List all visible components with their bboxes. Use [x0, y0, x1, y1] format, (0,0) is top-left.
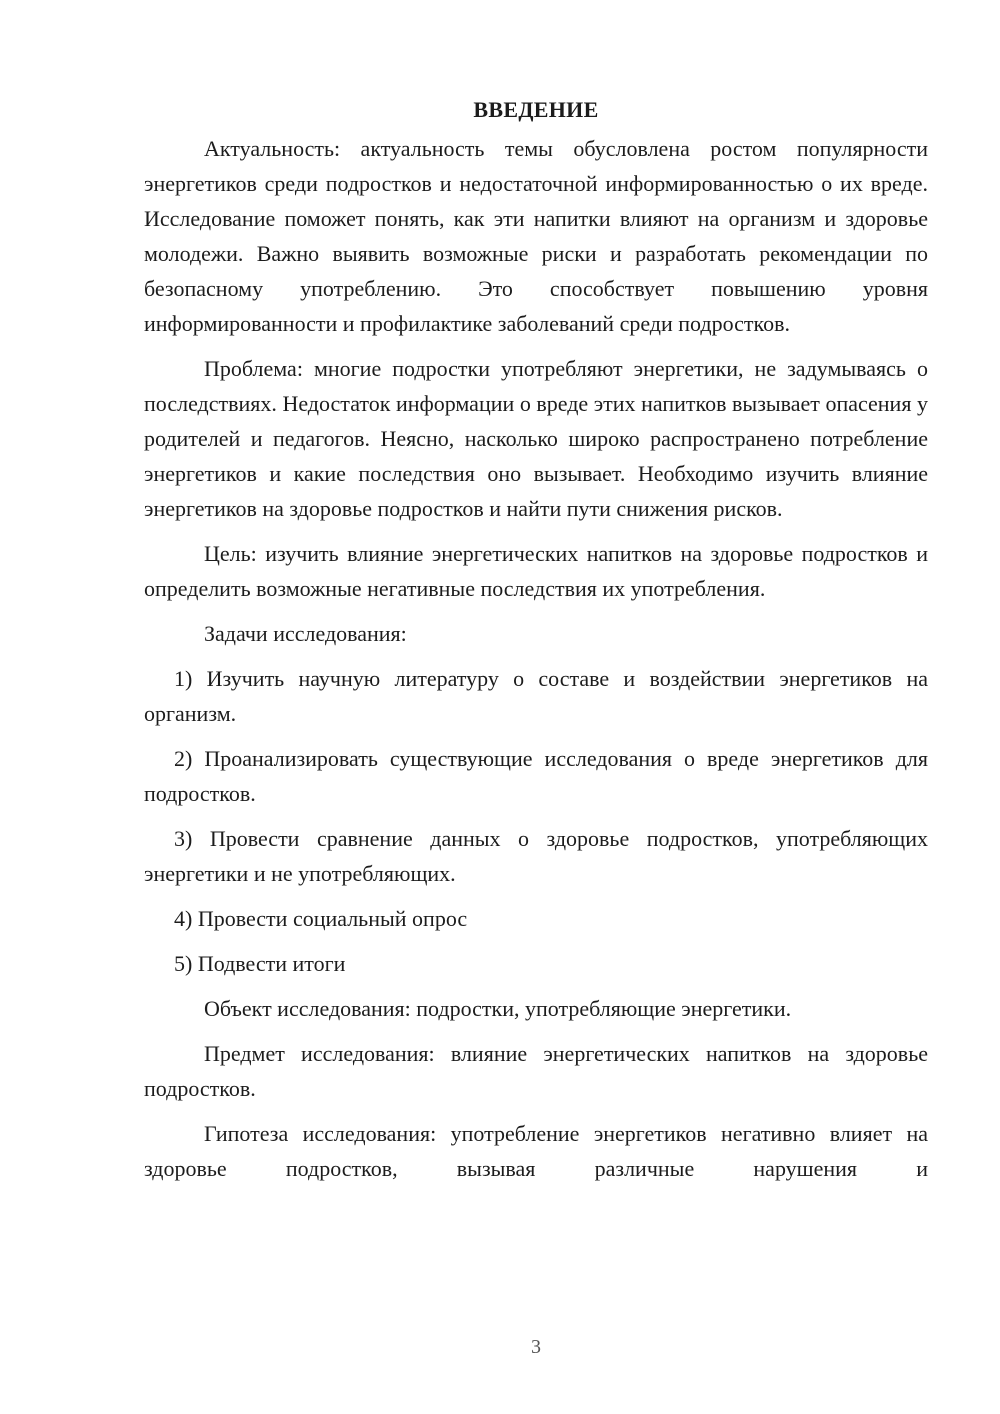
paragraph-subject: Предмет исследования: влияние энергетических напитков на здоровье подростков. [144, 1041, 928, 1101]
paragraph-goal: Цель: изучить влияние энергетических напитков на здоровье подростков и определить возможные негативные последствия их употребления. [144, 541, 928, 601]
task-item-3: 3) Провести сравнение данных о здоровье подростков, употребляющих энергетики и не употребляющих. [144, 826, 928, 886]
task-item-5: 5) Подвести итоги [174, 951, 346, 976]
paragraph-object: Объект исследования: подростки, употребляющие энергетики. [204, 996, 792, 1021]
paragraph-hypothesis: Гипотеза исследования: употребление энергетиков негативно влияет на здоровье подростков, вызывая различные нарушения и [144, 1121, 928, 1181]
task-item-2: 2) Проанализировать существующие исследования о вреде энергетиков для подростков. [144, 746, 928, 806]
paragraph-relevance: Актуальность: актуальность темы обусловлена ростом популярности энергетиков среди подростков и недостаточной информированностью о их вреде. Исследование поможет понять, как эти напитки влияют на организм и здоровье молодежи. Важно выявить возможные риски и разработать рекомендации по безопасному употреблению. Это способствует повышению уровня информированности и профилактике заболеваний среди подростков. [144, 136, 928, 336]
page-content [144, 92, 928, 1196]
tasks-heading: Задачи исследования: [204, 621, 407, 646]
page-number: 3 [531, 1336, 541, 1358]
page-title: ВВЕДЕНИЕ [473, 97, 599, 122]
paragraph-problem: Проблема: многие подростки употребляют энергетики, не задумываясь о последствиях. Недостаток информации о вреде этих напитков вызывает опасения у родителей и педагогов. Неясно, насколько широко распространено потребление энергетиков и какие последствия оно вызывает. Необходимо изучить влияние энергетиков на здоровье подростков и найти пути снижения рисков. [144, 356, 928, 521]
task-item-1: 1) Изучить научную литературу о составе и воздействии энергетиков на организм. [144, 666, 928, 726]
task-item-4: 4) Провести социальный опрос [174, 906, 468, 931]
